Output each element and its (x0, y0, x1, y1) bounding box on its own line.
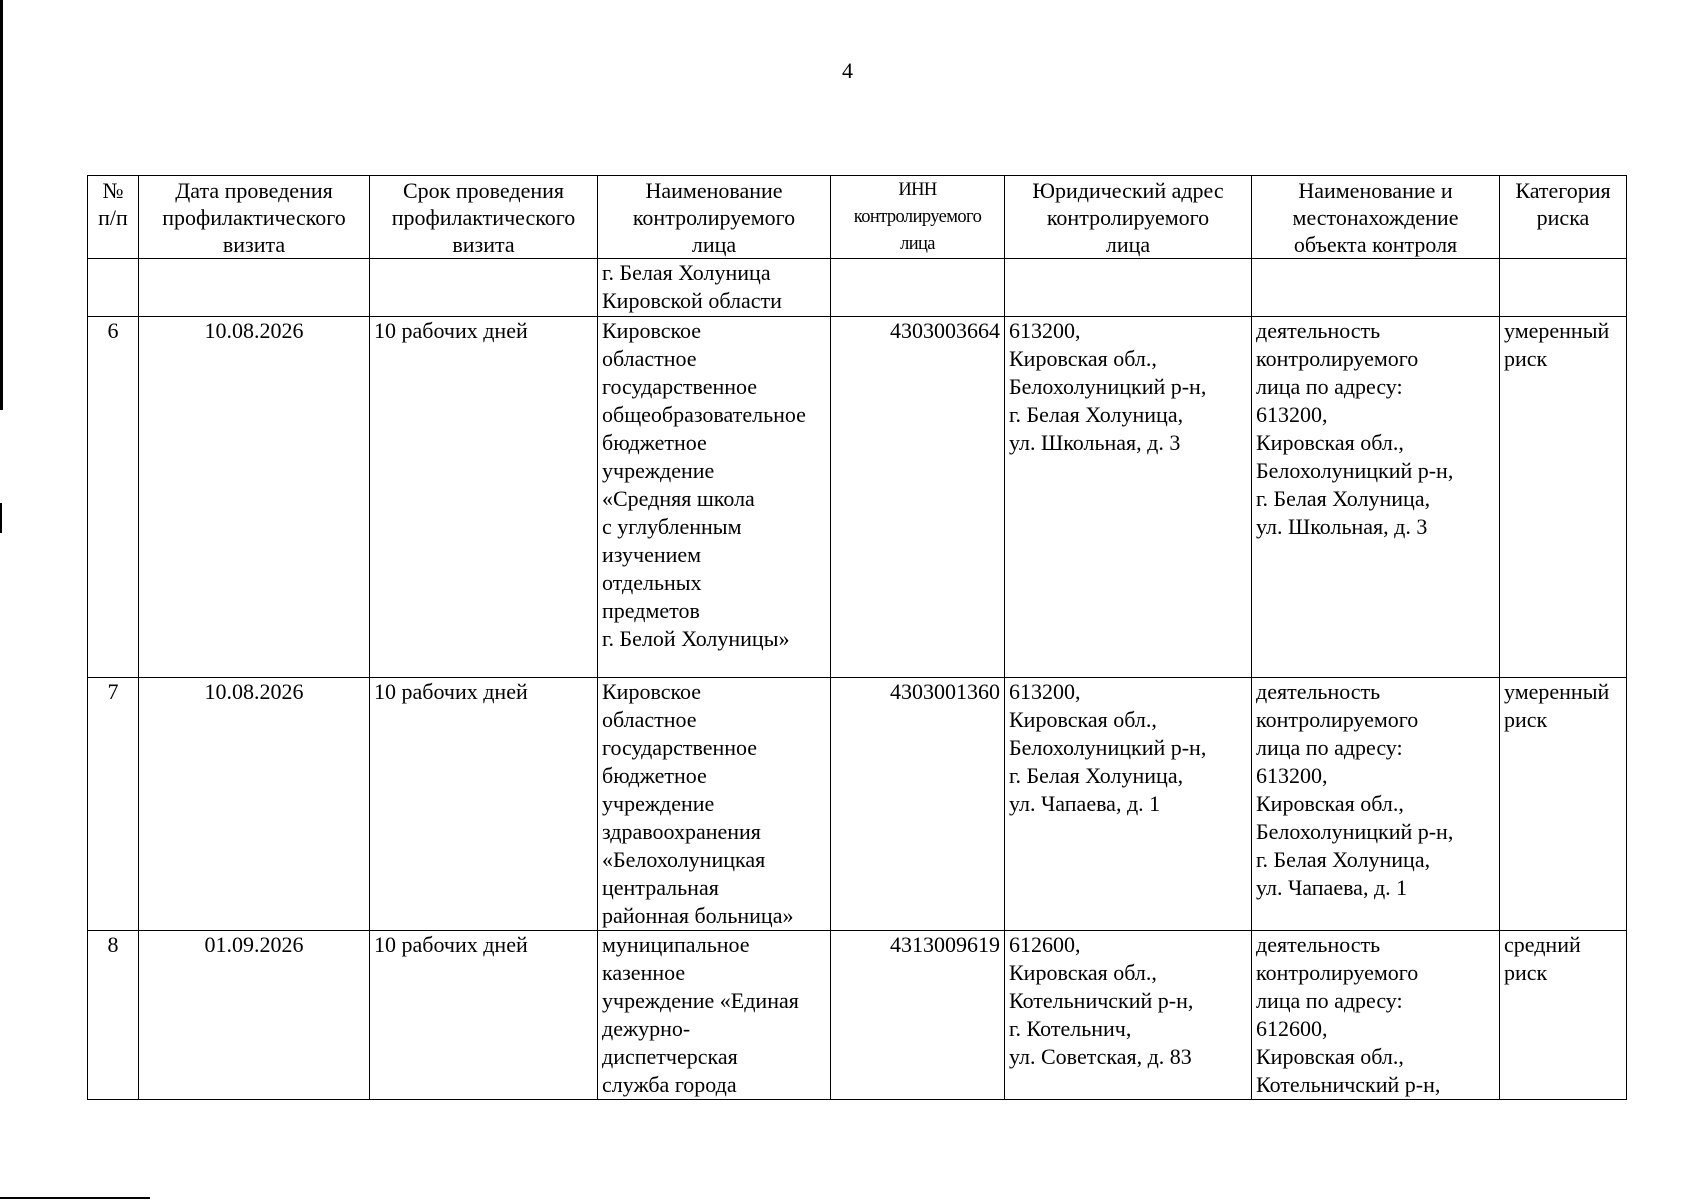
cell-term: 10 рабочих дней (370, 317, 598, 678)
cell-object: деятельность контролируемого лица по адресу: 613200, Кировская обл., Белохолуницкий р-н, г. Белая Холуница, ул. Чапаева, д. 1 (1252, 678, 1500, 931)
cell-date: 10.08.2026 (139, 317, 370, 678)
cell-inn: 4313009619 (831, 931, 1005, 1100)
cell-object (1252, 259, 1500, 317)
cell-risk: средний риск (1500, 931, 1627, 1100)
cell-number: 8 (88, 931, 139, 1100)
header-control-object: Наименование и местонахождение объекта контроля (1252, 176, 1500, 259)
header-visit-date: Дата проведения профилактического визита (139, 176, 370, 259)
table-row (88, 931, 1627, 1100)
cell-risk (1500, 259, 1627, 317)
cell-date: 10.08.2026 (139, 678, 370, 931)
header-risk-category: Категория риска (1500, 176, 1627, 259)
cell-term: 10 рабочих дней (370, 678, 598, 931)
left-margin-mark (0, 503, 2, 533)
cell-address: 613200, Кировская обл., Белохолуницкий р-н, г. Белая Холуница, ул. Школьная, д. 3 (1005, 317, 1252, 678)
cell-number (88, 259, 139, 317)
header-legal-address: Юридический адрес контролируемого лица (1005, 176, 1252, 259)
table-header-row (88, 176, 1627, 259)
cell-number: 7 (88, 678, 139, 931)
cell-risk: умеренный риск (1500, 678, 1627, 931)
header-inn: ИНН контролируемого лица (831, 176, 1005, 259)
footnote-separator (0, 1197, 150, 1199)
cell-inn (831, 259, 1005, 317)
cell-term (370, 259, 598, 317)
cell-address: 613200, Кировская обл., Белохолуницкий р-н, г. Белая Холуница, ул. Чапаева, д. 1 (1005, 678, 1252, 931)
cell-inn: 4303001360 (831, 678, 1005, 931)
cell-entity-name: муниципальное казенное учреждение «Единая дежурно- диспетчерская служба города (598, 931, 831, 1100)
cell-date: 01.09.2026 (139, 931, 370, 1100)
table-row (88, 678, 1627, 931)
cell-address (1005, 259, 1252, 317)
header-visit-term: Срок проведения профилактического визита (370, 176, 598, 259)
table-row-continuation (88, 259, 1627, 317)
table-row (88, 317, 1627, 678)
cell-date (139, 259, 370, 317)
cell-entity-name: Кировское областное государственное общеобразовательное бюджетное учреждение «Средняя школа с углубленным изучением отдельных предметов г. Белой Холуницы» (598, 317, 831, 678)
page-number: 4 (842, 58, 853, 83)
cell-entity-name: Кировское областное государственное бюджетное учреждение здравоохранения «Белохолуницкая центральная районная больница» (598, 678, 831, 931)
cell-number: 6 (88, 317, 139, 678)
inspection-schedule-table (87, 175, 1627, 1100)
header-number: № п/п (88, 176, 139, 259)
cell-address: 612600, Кировская обл., Котельничский р-н, г. Котельнич, ул. Советская, д. 83 (1005, 931, 1252, 1100)
header-entity-name: Наименование контролируемого лица (598, 176, 831, 259)
cell-entity-name: г. Белая Холуница Кировской области (598, 259, 831, 317)
cell-inn: 4303003664 (831, 317, 1005, 678)
cell-object: деятельность контролируемого лица по адресу: 612600, Кировская обл., Котельничский р-н, (1252, 931, 1500, 1100)
cell-object: деятельность контролируемого лица по адресу: 613200, Кировская обл., Белохолуницкий р-н, г. Белая Холуница, ул. Школьная, д. 3 (1252, 317, 1500, 678)
cell-risk: умеренный риск (1500, 317, 1627, 678)
cell-term: 10 рабочих дней (370, 931, 598, 1100)
